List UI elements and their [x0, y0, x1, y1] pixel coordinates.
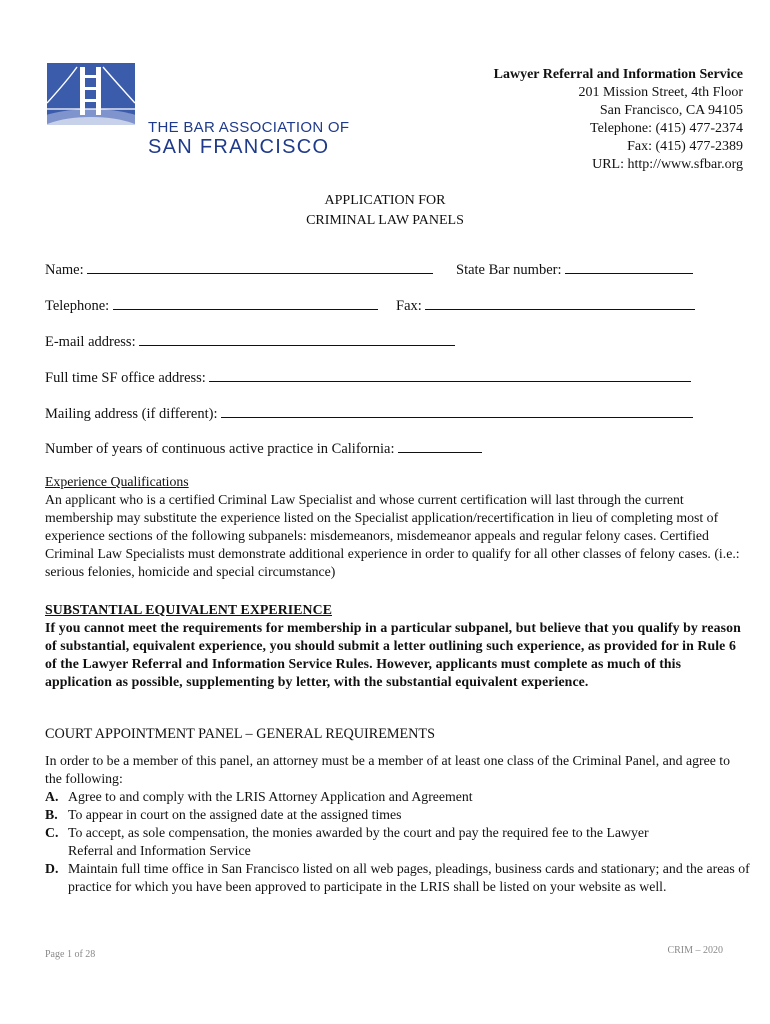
years-practice-field[interactable] [45, 438, 482, 458]
state-bar-input-line[interactable] [565, 259, 693, 274]
address-block [494, 66, 743, 174]
court-intro: In order to be a member of this panel, an attorney must be a member of at least one class of the Criminal Panel, and agree to the following: [45, 753, 731, 786]
list-item [45, 860, 750, 896]
experience-section [45, 473, 745, 581]
email-field[interactable] [45, 331, 455, 351]
website-url: URL: http://www.sfbar.org [592, 157, 743, 172]
bar-association-logo [47, 63, 350, 158]
item-label: D. [45, 861, 59, 876]
list-item [45, 806, 750, 824]
office-address-label: Full time SF office address: [45, 370, 206, 386]
city-address: San Francisco, CA 94105 [599, 103, 743, 118]
item-text: To accept, as sole compensation, the monies awarded by the court and pay the required fee to the Lawyer Referral and Information Service [68, 825, 649, 858]
fax-field[interactable] [396, 295, 695, 315]
fax-input-line[interactable] [425, 295, 695, 310]
telephone-label: Telephone: [45, 298, 110, 314]
state-bar-label: State Bar number: [456, 262, 562, 278]
item-label: C. [45, 825, 59, 840]
state-bar-field[interactable] [456, 259, 693, 279]
substantial-section [45, 601, 745, 691]
telephone-number: Telephone: (415) 477-2374 [590, 121, 743, 136]
mailing-address-field[interactable] [45, 403, 693, 423]
years-practice-label: Number of years of continuous active practice in California: [45, 441, 395, 457]
court-heading: COURT APPOINTMENT PANEL – GENERAL REQUIREMENTS [45, 726, 435, 742]
mailing-address-input-line[interactable] [221, 403, 693, 418]
item-text: To appear in court on the assigned date at the assigned times [68, 807, 402, 822]
substantial-body: If you cannot meet the requirements for membership in a particular subpanel, but believe that you qualify by reason of substantial, equivalent experience, you should submit a letter outlining such experience, as provided for in Rule 6 of the Lawyer Referral and Information Service Rules. However, applicants must complete as much of this application as possible, supplementing by letter, with the substantial equivalent experience. [45, 620, 741, 689]
name-label: Name: [45, 262, 84, 278]
list-item [45, 824, 750, 860]
office-address-input-line[interactable] [209, 367, 691, 382]
years-practice-input-line[interactable] [398, 438, 482, 453]
item-text: Maintain full time office in San Francisco listed on all web pages, pleadings, business cards and stationary; and the areas of practice for which you have been approved to participate in the LRIS shall be listed on your website as well. [68, 861, 750, 894]
item-text: Agree to and comply with the LRIS Attorney Application and Agreement [68, 789, 473, 804]
telephone-field[interactable] [45, 295, 378, 315]
name-input-line[interactable] [87, 259, 433, 274]
office-address-field[interactable] [45, 367, 691, 387]
fax-number: Fax: (415) 477-2389 [627, 139, 743, 154]
telephone-input-line[interactable] [113, 295, 378, 310]
document-title [0, 191, 770, 231]
street-address: 201 Mission Street, 4th Floor [578, 85, 743, 100]
name-field[interactable] [45, 259, 433, 279]
title-line1: APPLICATION FOR [324, 193, 446, 208]
substantial-heading: SUBSTANTIAL EQUIVALENT EXPERIENCE [45, 602, 332, 617]
list-item [45, 788, 750, 806]
fax-label: Fax: [396, 298, 422, 314]
title-line2: CRIMINAL LAW PANELS [306, 213, 464, 228]
mailing-address-label: Mailing address (if different): [45, 406, 218, 422]
form-code: CRIM – 2020 [667, 945, 723, 956]
logo-text-line1: THE BAR ASSOCIATION OF [148, 119, 350, 136]
page-number: Page 1 of 28 [45, 949, 96, 960]
email-label: E-mail address: [45, 334, 136, 350]
golden-gate-bridge-icon [47, 63, 135, 125]
court-requirements [45, 752, 750, 896]
experience-heading: Experience Qualifications [45, 474, 189, 489]
email-input-line[interactable] [139, 331, 455, 346]
item-label: A. [45, 789, 59, 804]
org-name: Lawyer Referral and Information Service [493, 67, 743, 82]
logo-text-line2: SAN FRANCISCO [148, 136, 330, 158]
item-label: B. [45, 807, 58, 822]
experience-body: An applicant who is a certified Criminal Law Specialist and whose current certification will last through the current membership may substitute the experience listed on the Specialist application/recertification in lieu of completing most of experience sections of the following subpanels: misdemeanors, misdemeanor appeals and regular felony cases. Certified Criminal Law Specialists must demonstrate additional experience in order to qualify for all other classes of felony cases. (i.e.: serious felonies, homicide and special circumstance) [45, 492, 740, 579]
